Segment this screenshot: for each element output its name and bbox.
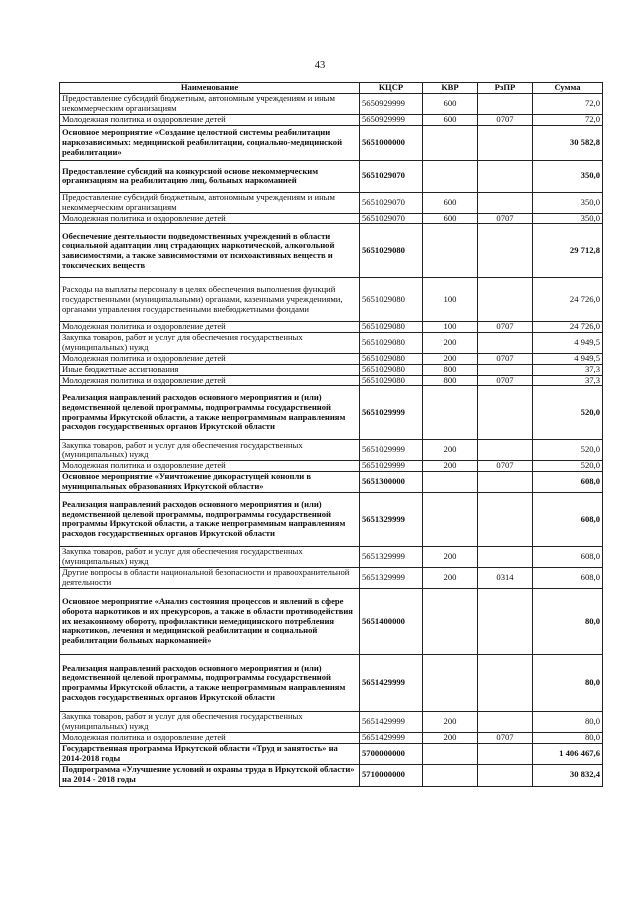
row-sum: 520,0 (533, 440, 603, 461)
row-kvr (423, 764, 478, 786)
row-name: Молодежная политика и оздоровление детей (60, 115, 360, 126)
row-name: Подпрограмма «Улучшение условий и охраны труда в Иркутской области» на 2014 - 2018 годы (60, 764, 360, 786)
table-row (60, 322, 603, 333)
row-rzpr: 0314 (478, 567, 533, 588)
row-name: Обеспечение деятельности подведомственных учреждений в области социальной адаптации лиц страдающих наркотической, алкогольной зависимостями, а также зависимостями от психоактивных веществ и токсических веществ (60, 224, 360, 278)
row-kvr: 200 (423, 440, 478, 461)
table-row (60, 115, 603, 126)
row-name: Предоставление субсидий бюджетным, автономным учреждениям и иным некоммерческим организациям (60, 94, 360, 115)
row-sum: 80,0 (533, 654, 603, 711)
row-kvr: 100 (423, 322, 478, 333)
row-sum: 520,0 (533, 461, 603, 472)
row-name: Молодежная политика и оздоровление детей (60, 375, 360, 386)
row-rzpr (478, 471, 533, 492)
row-sum: 30 582,8 (533, 125, 603, 160)
row-kcsr: 5651029999 (360, 461, 423, 472)
row-rzpr: 0707 (478, 375, 533, 386)
row-sum: 4 949,5 (533, 354, 603, 365)
table-row (60, 461, 603, 472)
row-kcsr: 5650929999 (360, 115, 423, 126)
row-kcsr: 5651029080 (360, 322, 423, 333)
table-row (60, 278, 603, 322)
row-kvr (423, 160, 478, 192)
table-row (60, 224, 603, 278)
header-name: Наименование (60, 83, 360, 94)
row-sum: 80,0 (533, 588, 603, 654)
row-kcsr: 5651029070 (360, 192, 423, 213)
row-kvr: 200 (423, 461, 478, 472)
table-row (60, 654, 603, 711)
row-kcsr: 5651029080 (360, 224, 423, 278)
row-sum: 80,0 (533, 711, 603, 732)
table-row (60, 192, 603, 213)
row-sum: 350,0 (533, 213, 603, 224)
row-sum: 350,0 (533, 160, 603, 192)
row-name: Закупка товаров, работ и услуг для обеспечения государственных (муниципальных) нужд (60, 546, 360, 567)
table-row (60, 333, 603, 354)
row-rzpr: 0707 (478, 322, 533, 333)
row-kvr (423, 224, 478, 278)
header-kcsr: КЦСР (360, 83, 423, 94)
row-sum: 37,3 (533, 375, 603, 386)
row-kvr: 200 (423, 732, 478, 743)
row-sum: 1 406 467,6 (533, 743, 603, 764)
row-kcsr: 5651029080 (360, 333, 423, 354)
table-row (60, 160, 603, 192)
row-kcsr: 5651400000 (360, 588, 423, 654)
row-rzpr (478, 711, 533, 732)
row-kvr: 600 (423, 115, 478, 126)
row-name: Расходы на выплаты персоналу в целях обеспечения выполнения функций государственными (муниципальными) органами, казенными учреждениями, органами управления государственными внебюджетными фондами (60, 278, 360, 322)
row-rzpr: 0707 (478, 213, 533, 224)
row-rzpr: 0707 (478, 354, 533, 365)
row-rzpr (478, 386, 533, 440)
row-rzpr (478, 278, 533, 322)
row-kcsr: 5651329999 (360, 492, 423, 546)
row-sum: 350,0 (533, 192, 603, 213)
table-row (60, 732, 603, 743)
row-name: Закупка товаров, работ и услуг для обеспечения государственных (муниципальных) нужд (60, 711, 360, 732)
row-rzpr (478, 224, 533, 278)
row-kvr: 600 (423, 94, 478, 115)
row-kvr: 200 (423, 354, 478, 365)
row-sum: 608,0 (533, 492, 603, 546)
row-kvr: 200 (423, 333, 478, 354)
row-kcsr: 5651029070 (360, 213, 423, 224)
row-rzpr (478, 160, 533, 192)
row-kvr: 800 (423, 364, 478, 375)
row-kvr: 100 (423, 278, 478, 322)
row-sum: 4 949,5 (533, 333, 603, 354)
row-rzpr (478, 125, 533, 160)
row-kcsr: 5700000000 (360, 743, 423, 764)
row-kcsr: 5710000000 (360, 764, 423, 786)
row-sum: 24 726,0 (533, 278, 603, 322)
row-rzpr: 0707 (478, 115, 533, 126)
row-kcsr: 5650929999 (360, 94, 423, 115)
row-name: Предоставление субсидий на конкурсной основе некоммерческим организациям на реабилитацию лиц, больных наркоманией (60, 160, 360, 192)
header-rzpr: РзПР (478, 83, 533, 94)
table-row (60, 764, 603, 786)
table-row (60, 386, 603, 440)
row-name: Реализация направлений расходов основного мероприятия и (или) ведомственной целевой программы, подпрограммы государственной программы Иркутской области, а также непрограммным направлениям расходов государственных органов Иркутской области (60, 386, 360, 440)
table-row (60, 94, 603, 115)
header-kvr: КВР (423, 83, 478, 94)
row-name: Закупка товаров, работ и услуг для обеспечения государственных (муниципальных) нужд (60, 440, 360, 461)
row-kcsr: 5651000000 (360, 125, 423, 160)
row-kcsr: 5651029080 (360, 364, 423, 375)
row-kvr: 600 (423, 192, 478, 213)
table-row (60, 213, 603, 224)
table-row (60, 125, 603, 160)
row-sum: 24 726,0 (533, 322, 603, 333)
row-kcsr: 5651029080 (360, 354, 423, 365)
budget-table (59, 82, 603, 787)
row-sum: 72,0 (533, 94, 603, 115)
row-kvr: 200 (423, 711, 478, 732)
row-name: Другие вопросы в области национальной безопасности и правоохранительной деятельности (60, 567, 360, 588)
row-sum: 72,0 (533, 115, 603, 126)
row-kcsr: 5651429999 (360, 654, 423, 711)
row-sum: 608,0 (533, 471, 603, 492)
table-row (60, 588, 603, 654)
row-kcsr: 5651329999 (360, 567, 423, 588)
row-kvr (423, 471, 478, 492)
row-sum: 80,0 (533, 732, 603, 743)
row-kcsr: 5651029999 (360, 440, 423, 461)
row-rzpr (478, 440, 533, 461)
row-rzpr (478, 94, 533, 115)
row-rzpr: 0707 (478, 461, 533, 472)
row-kcsr: 5651029080 (360, 375, 423, 386)
row-kvr (423, 588, 478, 654)
row-sum: 37,3 (533, 364, 603, 375)
table-body (60, 94, 603, 787)
table-row (60, 471, 603, 492)
row-rzpr (478, 333, 533, 354)
row-rzpr (478, 492, 533, 546)
row-name: Реализация направлений расходов основного мероприятия и (или) ведомственной целевой программы, подпрограммы государственной программы Иркутской области, а также непрограммным направлениям расходов государственных органов Иркутской области (60, 654, 360, 711)
row-rzpr: 0707 (478, 732, 533, 743)
row-name: Основное мероприятие «Уничтожение дикорастущей конопли в муниципальных образованиях Иркутской области» (60, 471, 360, 492)
table-row (60, 743, 603, 764)
row-sum: 608,0 (533, 546, 603, 567)
table-row (60, 364, 603, 375)
table-row (60, 440, 603, 461)
row-name: Предоставление субсидий бюджетным, автономным учреждениям и иным некоммерческим организациям (60, 192, 360, 213)
table-row (60, 546, 603, 567)
row-name: Государственная программа Иркутской области «Труд и занятость» на 2014-2018 годы (60, 743, 360, 764)
row-rzpr (478, 764, 533, 786)
table-header-row (60, 83, 603, 94)
row-rzpr (478, 588, 533, 654)
row-kcsr: 5651029999 (360, 386, 423, 440)
row-kcsr: 5651029080 (360, 278, 423, 322)
row-name: Реализация направлений расходов основного мероприятия и (или) ведомственной целевой программы, подпрограммы государственной программы Иркутской области, а также непрограммным направлениям расходов государственных органов Иркутской области (60, 492, 360, 546)
table-row (60, 354, 603, 365)
row-kvr: 600 (423, 213, 478, 224)
row-rzpr (478, 654, 533, 711)
row-sum: 608,0 (533, 567, 603, 588)
row-kvr (423, 492, 478, 546)
row-name: Молодежная политика и оздоровление детей (60, 322, 360, 333)
page-number: 43 (314, 60, 326, 71)
row-kvr (423, 125, 478, 160)
row-kvr (423, 654, 478, 711)
row-kvr: 200 (423, 567, 478, 588)
row-name: Молодежная политика и оздоровление детей (60, 461, 360, 472)
row-name: Молодежная политика и оздоровление детей (60, 354, 360, 365)
row-name: Иные бюджетные ассигнования (60, 364, 360, 375)
table-row (60, 567, 603, 588)
row-kvr (423, 743, 478, 764)
row-sum: 520,0 (533, 386, 603, 440)
header-sum: Сумма (533, 83, 603, 94)
row-kcsr: 5651029070 (360, 160, 423, 192)
row-rzpr (478, 364, 533, 375)
row-name: Закупка товаров, работ и услуг для обеспечения государственных (муниципальных) нужд (60, 333, 360, 354)
row-rzpr (478, 192, 533, 213)
row-kvr: 200 (423, 546, 478, 567)
row-rzpr (478, 743, 533, 764)
row-sum: 29 712,8 (533, 224, 603, 278)
table-row (60, 711, 603, 732)
row-sum: 30 832,4 (533, 764, 603, 786)
row-kcsr: 5651429999 (360, 732, 423, 743)
row-kvr: 800 (423, 375, 478, 386)
row-name: Основное мероприятие «Анализ состояния процессов и явлений в сфере оборота наркотиков и их прекурсоров, а также в области противодействия их незаконному обороту, профилактики немедицинского потребления наркотиков, лечения и медицинской реабилитации и социальной реабилитации больных наркоманией» (60, 588, 360, 654)
row-name: Молодежная политика и оздоровление детей (60, 732, 360, 743)
row-kcsr: 5651429999 (360, 711, 423, 732)
row-name: Основное мероприятие «Создание целостной системы реабилитации наркозависимых: медицинской реабилитации, социально-медицинской реабилитации» (60, 125, 360, 160)
row-kcsr: 5651300000 (360, 471, 423, 492)
row-name: Молодежная политика и оздоровление детей (60, 213, 360, 224)
row-kcsr: 5651329999 (360, 546, 423, 567)
table-row (60, 375, 603, 386)
table-row (60, 492, 603, 546)
row-kvr (423, 386, 478, 440)
row-rzpr (478, 546, 533, 567)
